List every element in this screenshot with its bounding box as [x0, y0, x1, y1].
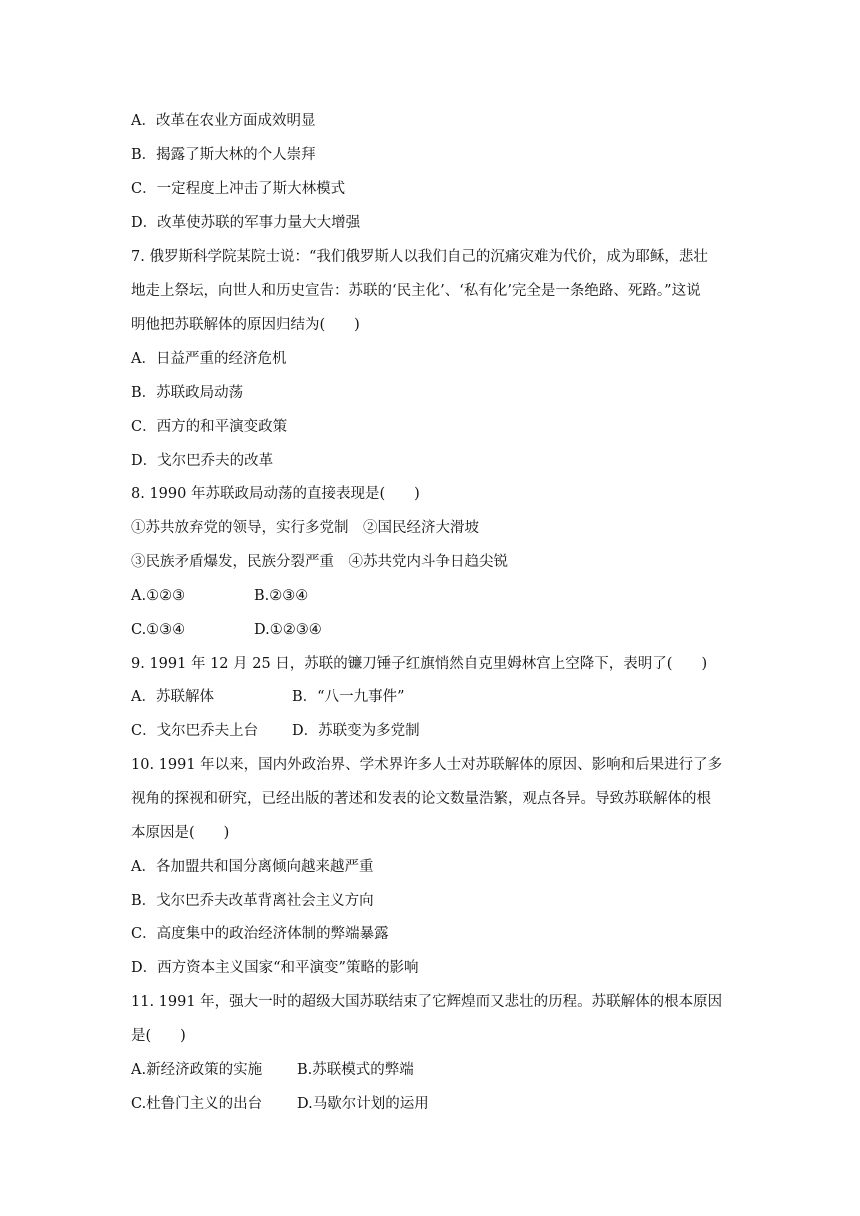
q8-item-line-2: ③民族矛盾爆发，民族分裂严重 ④苏共党内斗争日趋尖锐 [131, 554, 508, 570]
q8-item-line-1: ①苏共放弃党的领导，实行多党制 ②国民经济大滑坡 [131, 520, 479, 536]
q8-stem: 8. 1990 年苏联政局动荡的直接表现是( ) [131, 486, 420, 502]
q10-option-b: B．戈尔巴乔夫改革背离社会主义方向 [131, 893, 374, 909]
q7-option-d: D．戈尔巴乔夫的改革 [131, 453, 274, 469]
q11-options-row-1 [131, 1060, 414, 1080]
q10-stem-line-1: 10. 1991 年以来，国内外政治界、学术界许多人士对苏联解体的原因、影响和后果进行了多 [131, 757, 723, 773]
q7-stem-line-3: 明他把苏联解体的原因归结为( ) [131, 317, 360, 333]
q11-option-c: C.杜鲁门主义的出台 [131, 1096, 263, 1112]
q8-option-b: B.②③④ [254, 588, 309, 604]
q8-options-row-1 [131, 586, 308, 606]
q9-stem: 9. 1991 年 12 月 25 日，苏联的镰刀锤子红旗悄然自克里姆林宫上空降下，表明了( ) [131, 656, 708, 672]
q7-stem-line-1: 7. 俄罗斯科学院某院士说：“我们俄罗斯人以我们自己的沉痛灾难为代价，成为耶稣，悲壮 [131, 249, 708, 265]
q8-option-c: C.①③④ [131, 622, 186, 638]
q9-option-d: D．苏联变为多党制 [292, 723, 420, 739]
q6-option-b: B．揭露了斯大林的个人崇拜 [131, 147, 316, 163]
q6-option-d: D．改革使苏联的军事力量大大增强 [131, 215, 361, 231]
q10-option-a: A．各加盟共和国分离倾向越来越严重 [131, 859, 374, 875]
q10-stem-line-2: 视角的探视和研究，已经出版的著述和发表的论文数量浩繁，观点各异。导致苏联解体的根 [131, 791, 711, 807]
q11-options-row-2 [131, 1094, 429, 1114]
q11-option-b: B.苏联模式的弊端 [297, 1062, 414, 1078]
q9-option-c: C．戈尔巴乔夫上台 [131, 723, 259, 739]
q10-option-c: C．高度集中的政治经济体制的弊端暴露 [131, 926, 389, 942]
q6-option-a: A．改革在农业方面成效明显 [131, 113, 316, 129]
q9-option-a: A．苏联解体 [131, 689, 214, 705]
q9-option-b: B．“八一九事件” [292, 689, 405, 705]
q10-stem-line-3: 本原因是( ) [131, 825, 230, 841]
q9-options-row-2 [131, 721, 420, 741]
q11-option-d: D.马歇尔计划的运用 [297, 1096, 429, 1112]
q7-stem-line-2: 地走上祭坛，向世人和历史宣告：苏联的‘民主化’、‘私有化’完全是一条绝路、死路。”这说 [131, 283, 701, 299]
q11-stem-line-1: 11. 1991 年，强大一时的超级大国苏联结束了它辉煌而又悲壮的历程。苏联解体的根本原因 [131, 994, 723, 1010]
q7-option-a: A．日益严重的经济危机 [131, 351, 287, 367]
q7-option-b: B．苏联政局动荡 [131, 385, 244, 401]
q7-option-c: C．西方的和平演变政策 [131, 419, 288, 435]
q8-options-row-2 [131, 620, 322, 640]
q9-options-row-1 [131, 687, 404, 707]
q6-option-c: C．一定程度上冲击了斯大林模式 [131, 181, 346, 197]
q10-option-d: D．西方资本主义国家“和平演变”策略的影响 [131, 960, 419, 976]
q8-option-d: D.①②③④ [254, 622, 322, 638]
q11-stem-line-2: 是( ) [131, 1028, 186, 1044]
q11-option-a: A.新经济政策的实施 [131, 1062, 263, 1078]
q8-option-a: A.①②③ [131, 588, 186, 604]
